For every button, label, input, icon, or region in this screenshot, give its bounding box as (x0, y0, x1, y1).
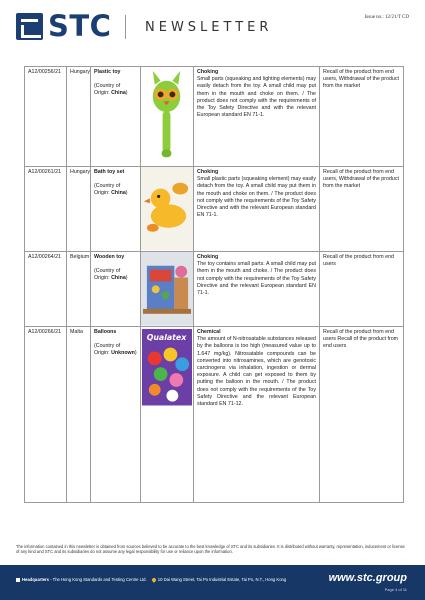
hq-name: - The Hong Kong Standards and Testing Centre Ltd. (49, 577, 147, 582)
origin-country: China (111, 190, 126, 197)
origin-text: (Country of Origin: Unknown) (94, 343, 137, 357)
table-row (25, 67, 404, 167)
page-number: Page 4 of 11 (384, 587, 407, 592)
hazard-description: The amount of N-nitrosatable substances released by the balloons is too high (measured value up to 1.647 mg/kg). Nitrosatable compounds can be converted into nitrosamines, which are genotoxic carcinogens via inhalation, ingestion or dermal exposure. A child can get exposed to them by putting the balloon in the mouth. / The product does not comply with the requirements of the Toy Safety Directive and the relevant European standard EN 71-12. (197, 336, 316, 408)
hazard-type: Choking (197, 169, 219, 175)
hazard-description: The toy contains small parts. A small child may put them in the mouth and choke. / The product does not comply with the requirements of the Toy Safety Directive and the relevant European standard EN 71-1. (197, 261, 316, 297)
hazard-description: Small plastic parts (squeaking element) may easily detach from the toy. A small child may put them in the mouth and choke on them. / The product does not comply with the requirements of the Toy Safety Directive and with the relevant European standard EN 71-1. (197, 176, 316, 219)
header-divider (125, 15, 126, 39)
website-link[interactable]: www.stc.group (328, 572, 407, 584)
measure-cell: Recall of the product from end users, Withdrawal of the product from the market (320, 167, 404, 252)
hazard-type: Choking (197, 254, 219, 260)
country-cell: Hungary (67, 167, 91, 252)
product-cell (91, 167, 141, 252)
reference-cell: A12/00261/21 (25, 167, 67, 252)
product-cell (91, 327, 141, 503)
measure-cell: Recall of the product from end users Recall of the product from end users (320, 327, 404, 503)
reference-cell: A12/00256/21 (25, 67, 67, 167)
origin-country: China (111, 275, 126, 282)
product-name: Balloons (94, 329, 117, 335)
disclaimer: The information contained in this newsletter is obtained from sources believed to be accurate to the best knowledge of STC and its subsidiaries. It is distributed without warranty, representation, inducement or license of any kind and STC and its subsidiaries do not assume any legal responsibility for use or reliance upon the information. (16, 544, 405, 555)
issue-number: Issue no.: 12/21/T CD (364, 15, 409, 20)
origin-country: Unknown (111, 350, 135, 357)
hazard-cell (194, 327, 320, 503)
origin-text: (Country of Origin: China) (94, 183, 128, 197)
page-footer (0, 565, 425, 600)
hq-address: 10 Dai Wang Street, Tai Po Industrial Estate, Tai Po, N.T., Hong Kong (157, 577, 287, 582)
balloon-brand-text: Qualatex (146, 332, 187, 342)
product-image-cell (141, 167, 194, 252)
stc-logo-icon (16, 13, 43, 40)
origin-country: China (111, 90, 126, 97)
origin-text: (Country of Origin: China) (94, 83, 128, 97)
hq-label: Headquarters (22, 577, 49, 582)
hazard-type: Chemical (197, 329, 221, 335)
product-name: Wooden toy (94, 254, 125, 260)
building-icon (16, 578, 20, 582)
table-row (25, 327, 404, 503)
newsletter-title: NEWSLETTER (145, 20, 273, 35)
hazard-cell (194, 167, 320, 252)
product-image-cell (141, 252, 194, 327)
rubber-duck-icon (141, 167, 193, 250)
footer-address (16, 577, 286, 582)
hazard-cell (194, 252, 320, 327)
page-header (0, 0, 425, 50)
hazard-cell (194, 67, 320, 167)
reference-cell: A12/00264/21 (25, 252, 67, 327)
location-pin-icon (151, 577, 157, 583)
hazard-type: Choking (197, 69, 219, 75)
product-cell (91, 67, 141, 167)
wooden-toy-icon (141, 252, 193, 326)
green-owl-rattle-icon (141, 67, 193, 165)
product-name: Plastic toy (94, 69, 121, 75)
logo-text: STC (48, 9, 112, 43)
measure-cell: Recall of the product from end users (320, 252, 404, 327)
country-cell: Malta (67, 327, 91, 503)
table-row (25, 167, 404, 252)
measure-cell: Recall of the product from end users, Withdrawal of the product from the market (320, 67, 404, 167)
recall-table (24, 66, 404, 503)
table-row (25, 252, 404, 327)
reference-cell: A12/00266/21 (25, 327, 67, 503)
product-image-cell (141, 67, 194, 167)
hazard-description: Small parts (squeaking and lighting elements) may easily detach from the toy. A small child may put them in the mouth and choke on them. / The product does not comply with the requirements of the Toy Safety Directive and with the relevant European standard EN 71-1. (197, 76, 316, 119)
country-cell: Hungary (67, 67, 91, 167)
product-image-cell (141, 327, 194, 503)
balloon-pack-icon (141, 327, 193, 407)
country-cell: Belgium (67, 252, 91, 327)
product-name: Bath toy set (94, 169, 125, 175)
product-cell (91, 252, 141, 327)
origin-text: (Country of Origin: China) (94, 268, 128, 282)
